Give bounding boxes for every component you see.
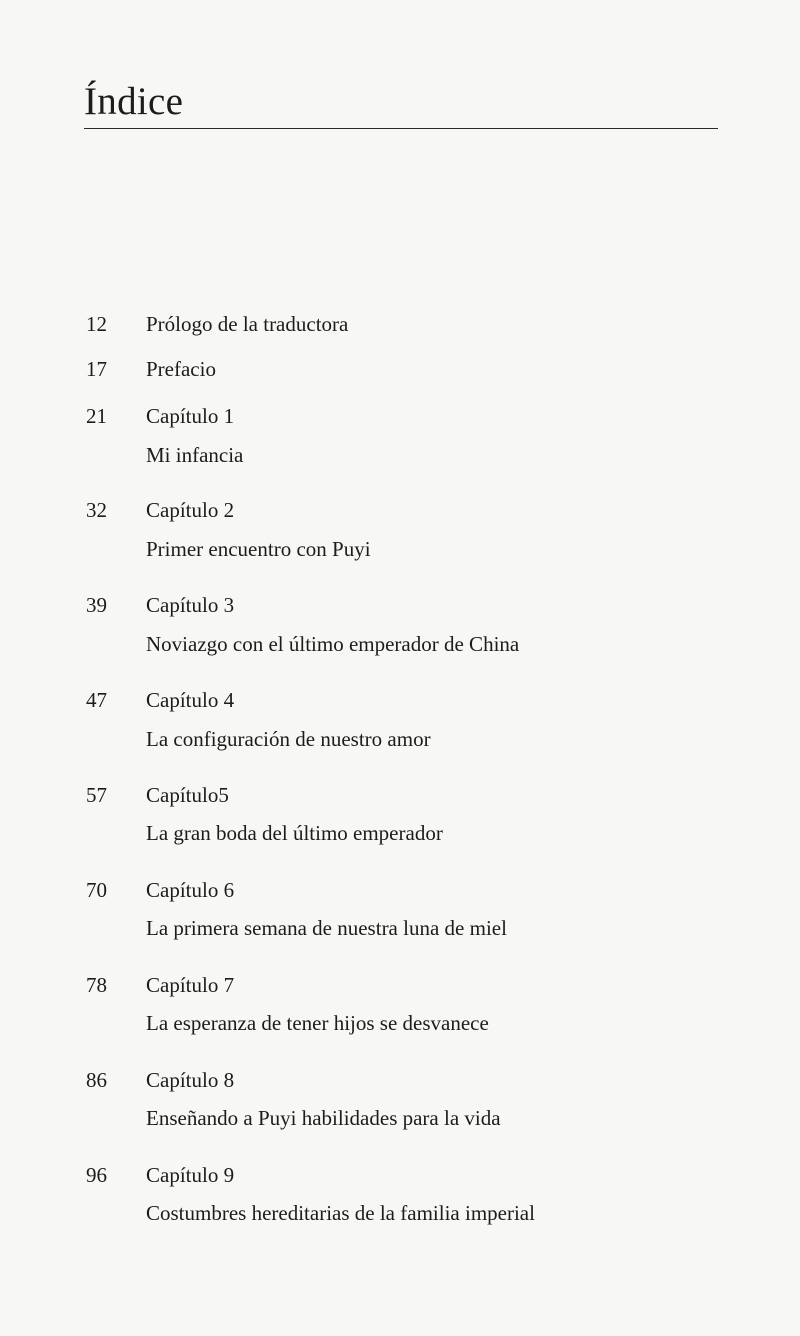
toc-page-number: 57: [86, 783, 107, 807]
toc-chapter-title: Primer encuentro con Puyi: [146, 537, 371, 561]
toc-chapter-title: Costumbres hereditarias de la familia imperial: [146, 1201, 535, 1225]
toc-page-number: 21: [86, 404, 107, 428]
toc-page-number: 12: [86, 312, 107, 336]
toc-page-number: 86: [86, 1068, 107, 1092]
toc-entry-title: Prólogo de la traductora: [146, 312, 349, 336]
toc-page-number: 78: [86, 973, 107, 997]
toc-chapter-title: Noviazgo con el último emperador de China: [146, 632, 520, 656]
toc-chapter-title: Enseñando a Puyi habilidades para la vida: [146, 1106, 501, 1130]
toc-chapter-label: Capítulo 8: [146, 1068, 235, 1092]
toc-chapter-label: Capítulo 1: [146, 404, 235, 428]
toc-chapter-title: Mi infancia: [146, 443, 244, 467]
page-title: Índice: [84, 80, 184, 123]
toc-page-number: 17: [86, 357, 107, 381]
toc-page-number: 96: [86, 1163, 107, 1187]
toc-page-number: 47: [86, 688, 107, 712]
toc-chapter-label: Capítulo 6: [146, 878, 235, 902]
toc-chapter-label: Capítulo 3: [146, 593, 235, 617]
toc-chapter-title: La primera semana de nuestra luna de miel: [146, 916, 507, 940]
toc-chapter-label: Capítulo 9: [146, 1163, 235, 1187]
toc-page-number: 32: [86, 498, 107, 522]
toc-chapter-label: Capítulo 2: [146, 498, 235, 522]
toc-entry-title: Prefacio: [146, 357, 216, 381]
toc-page-number: 70: [86, 878, 107, 902]
toc-chapter-title: La configuración de nuestro amor: [146, 727, 431, 751]
toc-chapter-title: La gran boda del último emperador: [146, 821, 443, 845]
toc-chapter-label: Capítulo 4: [146, 688, 235, 712]
toc-page-number: 39: [86, 593, 107, 617]
toc-chapter-label: Capítulo5: [146, 783, 229, 807]
toc-chapter-title: La esperanza de tener hijos se desvanece: [146, 1011, 489, 1035]
toc-chapter-label: Capítulo 7: [146, 973, 235, 997]
